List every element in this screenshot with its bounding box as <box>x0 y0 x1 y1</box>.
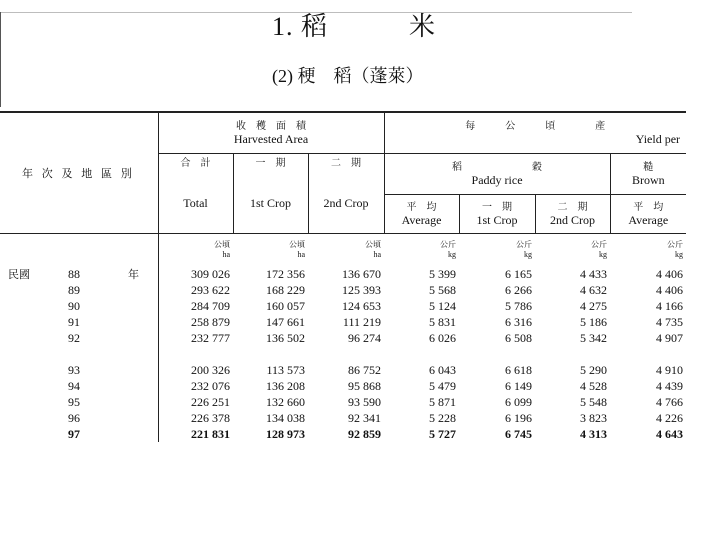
value-cell-p1: 6 618 <box>505 362 533 377</box>
paddy-average-en: Average <box>401 213 442 227</box>
year-cell: 90 <box>68 298 80 313</box>
total-header <box>158 154 233 234</box>
yield-zh: 每 公 頃 產 <box>465 121 606 132</box>
value-cell-total: 232 777 <box>158 330 233 346</box>
value-cell-crop1: 134 038 <box>266 410 306 425</box>
year-cell: 88 <box>68 266 80 281</box>
value-cell-p1: 6 165 <box>505 266 533 281</box>
value-cell-crop2: 125 393 <box>342 282 382 297</box>
paddy-en: Paddy rice <box>471 173 523 187</box>
value-cell-total: 226 251 <box>158 394 233 410</box>
value-cell-crop1: 136 502 <box>266 330 306 345</box>
value-cell-crop2: 93 590 <box>348 394 382 409</box>
value-cell-crop1: 172 356 <box>266 266 306 281</box>
brown-average-zh: 平 均 <box>633 202 664 213</box>
value-cell-total: 309 026 <box>158 266 233 282</box>
value-cell-brown: 4 226 <box>656 410 684 425</box>
era-label <box>0 362 68 378</box>
table-row <box>0 298 686 314</box>
value-cell-total: 226 378 <box>158 410 233 426</box>
era-label <box>0 330 68 346</box>
year-cell: 96 <box>68 410 80 425</box>
value-cell-p1: 6 745 <box>505 426 533 441</box>
value-cell-crop1: 160 057 <box>266 298 306 313</box>
value-cell-avg: 5 831 <box>429 314 457 329</box>
value-cell-crop2: 92 341 <box>348 410 382 425</box>
paddy-zh: 稻 穀 <box>452 162 543 173</box>
value-cell-crop2: 124 653 <box>342 298 382 313</box>
value-cell-p2: 4 433 <box>580 266 608 281</box>
value-cell-p2: 5 548 <box>580 394 608 409</box>
value-cell-p2: 4 528 <box>580 378 608 393</box>
value-cell-p1: 6 196 <box>505 410 533 425</box>
value-cell-avg: 5 124 <box>429 298 457 313</box>
year-cell: 95 <box>68 394 80 409</box>
year-suffix <box>128 282 158 298</box>
era-label <box>0 282 68 298</box>
year-cell: 92 <box>68 330 80 345</box>
page-title: 1. 稻 米 <box>272 12 437 41</box>
year-cell: 94 <box>68 378 80 393</box>
value-cell-avg: 5 568 <box>429 282 457 297</box>
value-cell-p1: 5 786 <box>505 298 533 313</box>
yield-en: Yield per <box>635 132 681 146</box>
value-cell-brown: 4 643 <box>656 426 684 441</box>
value-cell-p2: 5 186 <box>580 314 608 329</box>
value-cell-crop1: 132 660 <box>266 394 306 409</box>
value-cell-brown: 4 406 <box>656 266 684 281</box>
value-cell-p1: 6 149 <box>505 378 533 393</box>
value-cell-p2: 3 823 <box>580 410 608 425</box>
value-cell-crop1: 128 973 <box>266 426 306 441</box>
value-cell-crop2: 92 859 <box>348 426 382 441</box>
era-label <box>0 298 68 314</box>
brown-en: Brown <box>631 173 665 187</box>
page-subtitle: (2) 稉 稻（蓬萊） <box>272 66 424 86</box>
era-label <box>0 394 68 410</box>
year-suffix <box>128 362 158 378</box>
value-cell-total: 200 326 <box>158 362 233 378</box>
value-cell-avg: 5 727 <box>429 426 457 441</box>
yield-header <box>384 112 686 154</box>
value-cell-p1: 6 099 <box>505 394 533 409</box>
rice-statistics-table <box>0 111 686 442</box>
crop2-header <box>308 154 384 234</box>
value-cell-avg: 5 479 <box>429 378 457 393</box>
harvested-area-header <box>158 112 384 154</box>
value-cell-crop1: 147 661 <box>266 314 306 329</box>
paddy-average-zh: 平 均 <box>406 202 437 213</box>
era-label <box>0 314 68 330</box>
value-cell-brown: 4 166 <box>656 298 684 313</box>
unit-p1: 公斤 kg <box>516 240 533 259</box>
value-cell-brown: 4 406 <box>656 282 684 297</box>
value-cell-brown: 4 766 <box>656 394 684 409</box>
crop1-en: 1st Crop <box>250 196 292 210</box>
brown-zh: 糙 <box>643 162 654 173</box>
value-cell-p2: 4 632 <box>580 282 608 297</box>
year-suffix <box>128 298 158 314</box>
table-row <box>0 282 686 298</box>
paddy-crop1-header <box>459 195 535 234</box>
era-label: 民國 <box>8 269 30 281</box>
era-label <box>0 410 68 426</box>
year-suffix <box>128 394 158 410</box>
year-suffix <box>128 378 158 394</box>
value-cell-avg: 5 871 <box>429 394 457 409</box>
crop1-header <box>233 154 308 234</box>
value-cell-crop2: 86 752 <box>348 362 382 377</box>
value-cell-crop2: 96 274 <box>348 330 382 345</box>
value-cell-total: 293 622 <box>158 282 233 298</box>
value-cell-total: 284 709 <box>158 298 233 314</box>
crop2-zh: 二 期 <box>331 158 362 169</box>
unit-total: 公頃 ha <box>158 234 233 267</box>
brown-rice-header <box>610 154 686 195</box>
value-cell-p1: 6 316 <box>505 314 533 329</box>
value-cell-p1: 6 508 <box>505 330 533 345</box>
value-cell-brown: 4 439 <box>656 378 684 393</box>
table-row <box>0 362 686 378</box>
table-body <box>0 266 686 442</box>
row-group-spacer <box>0 346 686 362</box>
brown-average-en: Average <box>628 213 669 227</box>
value-cell-total: 221 831 <box>158 426 233 442</box>
value-cell-brown: 4 735 <box>656 314 684 329</box>
year-suffix <box>128 410 158 426</box>
value-cell-crop1: 168 229 <box>266 282 306 297</box>
paddy-rice-header <box>384 154 610 195</box>
value-cell-total: 258 879 <box>158 314 233 330</box>
year-suffix <box>128 426 158 442</box>
value-cell-crop1: 113 573 <box>266 362 306 377</box>
paddy-crop2-zh: 二 期 <box>557 202 588 213</box>
era-label <box>0 426 68 442</box>
unit-brown: 公斤 kg <box>667 240 684 259</box>
value-cell-crop2: 111 219 <box>342 314 382 329</box>
table-row <box>0 314 686 330</box>
value-cell-crop2: 95 868 <box>348 378 382 393</box>
unit-crop2: 公頃 ha <box>365 240 382 259</box>
paddy-crop1-zh: 一 期 <box>482 202 513 213</box>
value-cell-p1: 6 266 <box>505 282 533 297</box>
year-cell: 91 <box>68 314 80 329</box>
unit-avg: 公斤 kg <box>440 240 457 259</box>
total-en: Total <box>183 196 208 210</box>
harvested-en: Harvested Area <box>233 132 309 146</box>
value-cell-brown: 4 910 <box>656 362 684 377</box>
paddy-crop2-header <box>535 195 610 234</box>
value-cell-avg: 5 399 <box>429 266 457 281</box>
value-cell-avg: 5 228 <box>429 410 457 425</box>
harvested-zh: 收 穫 面 積 <box>236 121 307 132</box>
value-cell-p2: 4 313 <box>580 426 608 441</box>
paddy-average-header <box>384 195 459 234</box>
unit-p2: 公斤 kg <box>591 240 608 259</box>
value-cell-avg: 6 043 <box>429 362 457 377</box>
row-label-text: 年 次 及 地 區 別 <box>22 168 135 180</box>
year-suffix <box>128 314 158 330</box>
value-cell-brown: 4 907 <box>656 330 684 345</box>
table-row <box>0 394 686 410</box>
brown-average-header <box>610 195 686 234</box>
paddy-crop1-en: 1st Crop <box>476 213 518 227</box>
year-cell: 89 <box>68 282 80 297</box>
year-cell: 97 <box>68 426 80 441</box>
total-zh: 合 計 <box>180 158 211 169</box>
row-label-header <box>0 112 158 234</box>
value-cell-avg: 6 026 <box>429 330 457 345</box>
table-row <box>0 378 686 394</box>
table-row <box>0 330 686 346</box>
crop2-en: 2nd Crop <box>323 196 369 210</box>
value-cell-p2: 4 275 <box>580 298 608 313</box>
unit-crop1: 公頃 ha <box>289 240 306 259</box>
value-cell-p2: 5 342 <box>580 330 608 345</box>
year-suffix: 年 <box>128 269 139 281</box>
paddy-crop2-en: 2nd Crop <box>550 213 596 227</box>
year-cell: 93 <box>68 362 80 377</box>
units-spacer <box>0 234 158 267</box>
year-suffix <box>128 330 158 346</box>
left-rule <box>0 12 1 107</box>
table-row <box>0 426 686 442</box>
crop1-zh: 一 期 <box>255 158 286 169</box>
era-label <box>0 378 68 394</box>
value-cell-p2: 5 290 <box>580 362 608 377</box>
value-cell-crop2: 136 670 <box>342 266 382 281</box>
value-cell-total: 232 076 <box>158 378 233 394</box>
table-row <box>0 266 686 282</box>
table-row <box>0 410 686 426</box>
value-cell-crop1: 136 208 <box>266 378 306 393</box>
